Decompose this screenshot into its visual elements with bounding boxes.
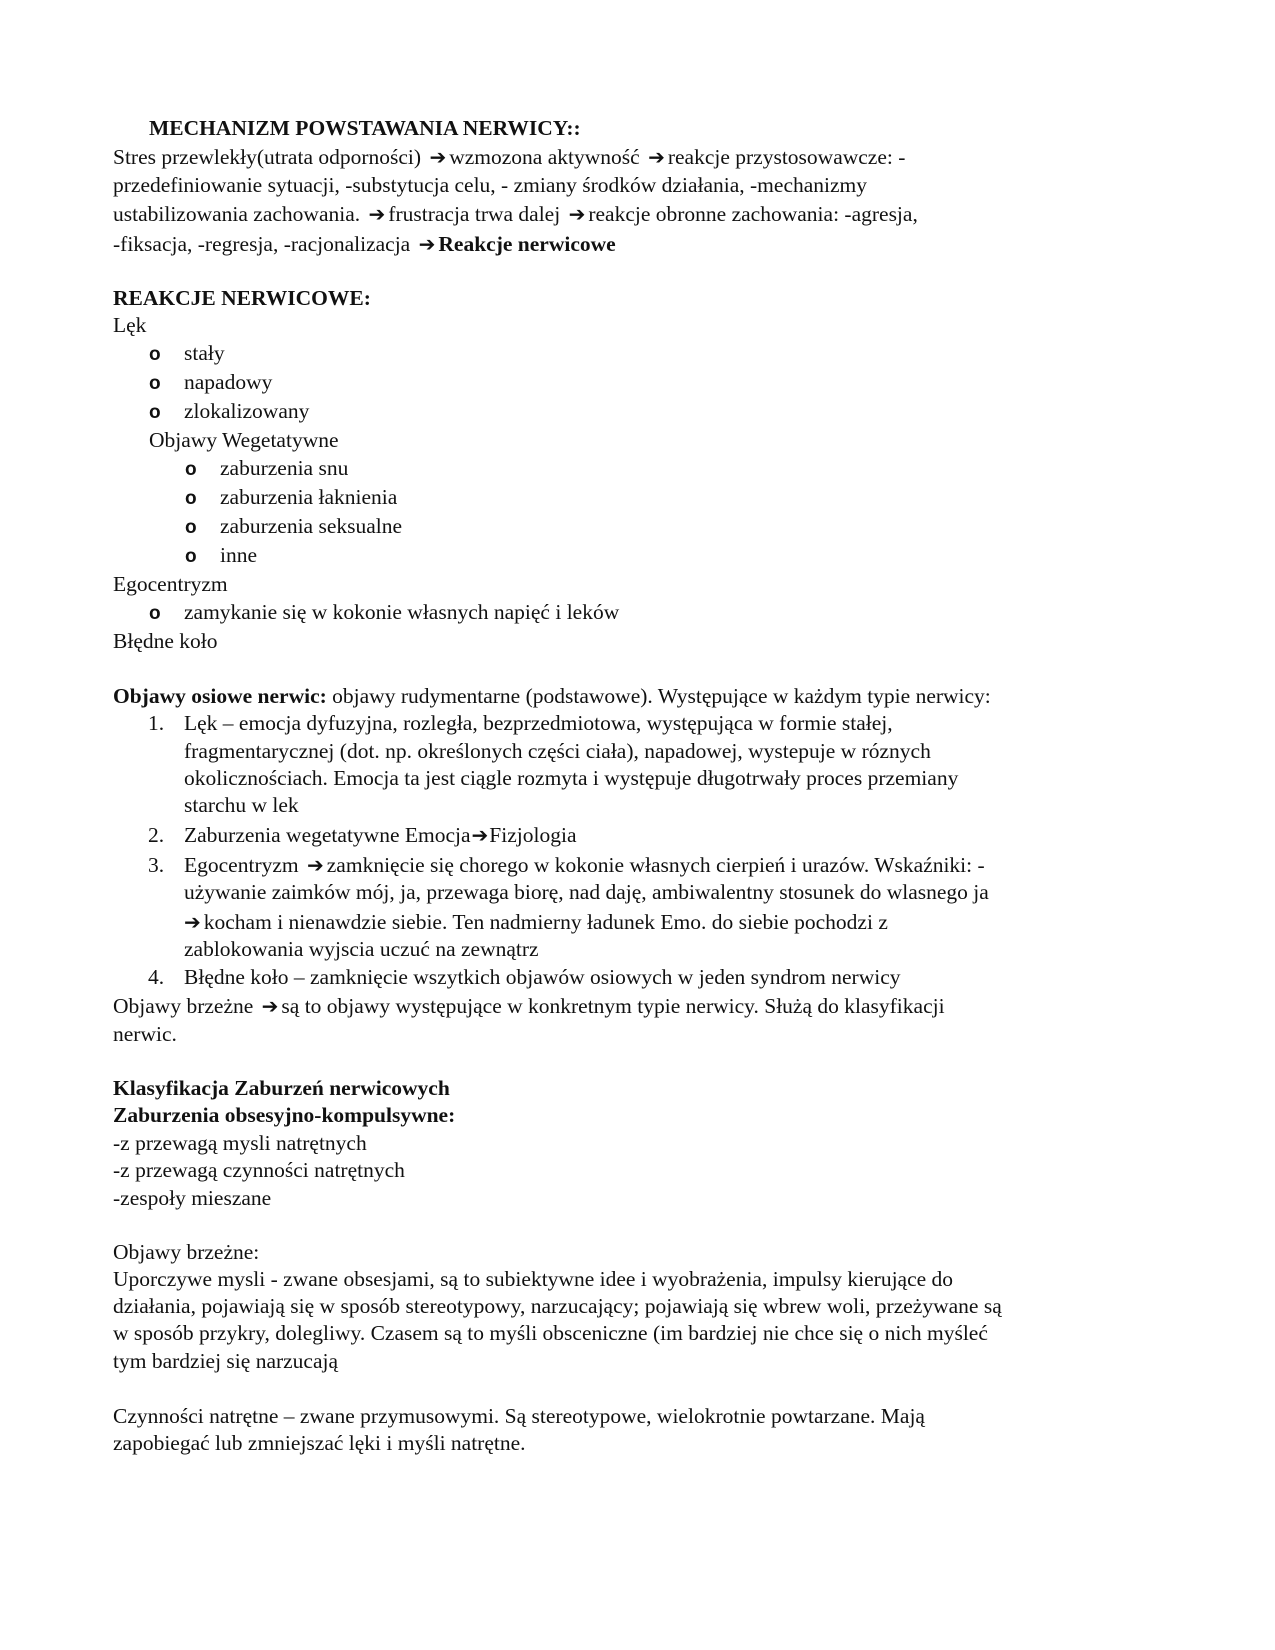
paragraph-line: Czynności natrętne – zwane przymusowymi. Są stereotypowe, wielokrotnie powtarzane. Mają	[113, 1404, 925, 1428]
numbered-item-line: okolicznościach. Emocja ta jest ciągle rozmyta i występuje długotrwały proces przemiany	[184, 766, 959, 790]
bullet-icon: o	[185, 459, 197, 480]
arrow-right-icon: ➔	[184, 910, 201, 934]
bullet-icon: o	[149, 344, 161, 365]
mechanism-line-4: -fiksacja, -regresja, -racjonalizacja ➔ Reakcje nerwicowe	[113, 232, 616, 256]
list-item: -z przewagą czynności natrętnych	[113, 1158, 405, 1182]
list-number: 3.	[148, 853, 165, 877]
list-item: inne	[220, 543, 258, 567]
marginal-symptoms-title: Objawy brzeżne:	[113, 1240, 260, 1264]
mechanism-line-2: przedefiniowanie sytuacji, -substytucja celu, - zmiany środków działania, -mechanizmy	[113, 173, 868, 197]
lek-label: Lęk	[113, 313, 147, 337]
list-number: 4.	[148, 965, 165, 989]
list-item: -zespoły mieszane	[113, 1186, 272, 1210]
numbered-item-line: Egocentryzm ➔ zamknięcie się chorego w kokonie własnych cierpień i urazów. Wskaźniki: -	[184, 853, 985, 877]
list-item: zlokalizowany	[184, 399, 310, 423]
numbered-item-line: fragmentarycznej (dot. np. określonych części ciała), napadowej, wystepuje w róznych	[184, 739, 931, 763]
mechanism-title: MECHANIZM POWSTAWANIA NERWICY::	[149, 116, 581, 140]
bullet-icon: o	[185, 546, 197, 567]
arrow-right-icon: ➔	[429, 145, 447, 169]
arrow-right-icon: ➔	[261, 994, 279, 1018]
list-item: zamykanie się w kokonie własnych napięć i leków	[184, 600, 620, 624]
numbered-item-line: Zaburzenia wegetatywne Emocja➔Fizjologia	[184, 823, 577, 847]
numbered-item-line: starchu w lek	[184, 793, 299, 817]
marginal-symptoms-line: Objawy brzeżne ➔ są to objawy występujące w konkretnym typie nerwicy. Służą do klasyfikacji	[113, 994, 945, 1018]
numbered-item-line: ➔ kocham i nienawdzie siebie. Ten nadmierny ładunek Emo. do siebie pochodzi z	[184, 910, 888, 934]
bullet-icon: o	[149, 373, 161, 394]
vegetative-label: Objawy Wegetatywne	[149, 428, 339, 452]
marginal-symptoms-line: nerwic.	[113, 1022, 177, 1046]
numbered-item-line: Błędne koło – zamknięcie wszytkich objawów osiowych w jeden syndrom nerwicy	[184, 965, 901, 989]
list-item: stały	[184, 341, 225, 365]
paragraph-line: Uporczywe mysli - zwane obsesjami, są to subiektywne idee i wyobrażenia, impulsy kierujące do	[113, 1267, 954, 1291]
list-item: zaburzenia seksualne	[220, 514, 403, 538]
list-item: -z przewagą mysli natrętnych	[113, 1131, 367, 1155]
bullet-icon: o	[185, 488, 197, 509]
vicious-circle-label: Błędne koło	[113, 629, 218, 653]
mechanism-line-3: ustabilizowania zachowania. ➔ frustracja trwa dalej ➔ reakcje obronne zachowania: -agresja,	[113, 202, 918, 226]
numbered-item-line: zablokowania wyjscia uczuć na zewnątrz	[184, 937, 539, 961]
paragraph-line: tym bardziej się narzucają	[113, 1349, 339, 1373]
list-item: zaburzenia łaknienia	[220, 485, 398, 509]
axial-intro: Objawy osiowe nerwic: objawy rudymentarne (podstawowe). Występujące w każdym typie nerwicy:	[113, 684, 991, 708]
bullet-icon: o	[149, 402, 161, 423]
classification-subtitle: Zaburzenia obsesyjno-kompulsywne:	[113, 1103, 456, 1127]
classification-title: Klasyfikacja Zaburzeń nerwicowych	[113, 1076, 450, 1100]
egocentrism-label: Egocentryzm	[113, 572, 228, 596]
list-number: 1.	[148, 711, 165, 735]
arrow-right-icon: ➔	[418, 232, 436, 256]
arrow-right-icon: ➔	[471, 823, 489, 847]
arrow-right-icon: ➔	[648, 145, 665, 169]
arrow-right-icon: ➔	[307, 853, 324, 877]
paragraph-line: zapobiegać lub zmniejszać lęki i myśli natrętne.	[113, 1431, 526, 1455]
reactions-title: REAKCJE NERWICOWE:	[113, 286, 371, 310]
numbered-item-line: Lęk – emocja dyfuzyjna, rozległa, bezprzedmiotowa, występująca w formie stałej,	[184, 711, 893, 735]
paragraph-line: działania, pojawiają się w sposób stereotypowy, narzucający; pojawiają się wbrew woli, przeżywane są	[113, 1294, 1002, 1318]
bullet-icon: o	[185, 517, 197, 538]
list-item: zaburzenia snu	[220, 456, 349, 480]
arrow-right-icon: ➔	[368, 202, 386, 226]
numbered-item-line: używanie zaimków mój, ja, przewaga biorę, nad daję, ambiwalentny stosunek do wlasnego ja	[184, 880, 989, 904]
mechanism-line-1: Stres przewlekły(utrata odporności) ➔ wzmozona aktywność ➔ reakcje przystosowawcze: -	[113, 145, 906, 169]
list-number: 2.	[148, 823, 165, 847]
arrow-right-icon: ➔	[568, 202, 586, 226]
list-item: napadowy	[184, 370, 273, 394]
bullet-icon: o	[149, 603, 161, 624]
paragraph-line: w sposób przykry, dolegliwy. Czasem są to myśli obsceniczne (im bardziej nie chce się o nich myśleć	[113, 1321, 988, 1345]
